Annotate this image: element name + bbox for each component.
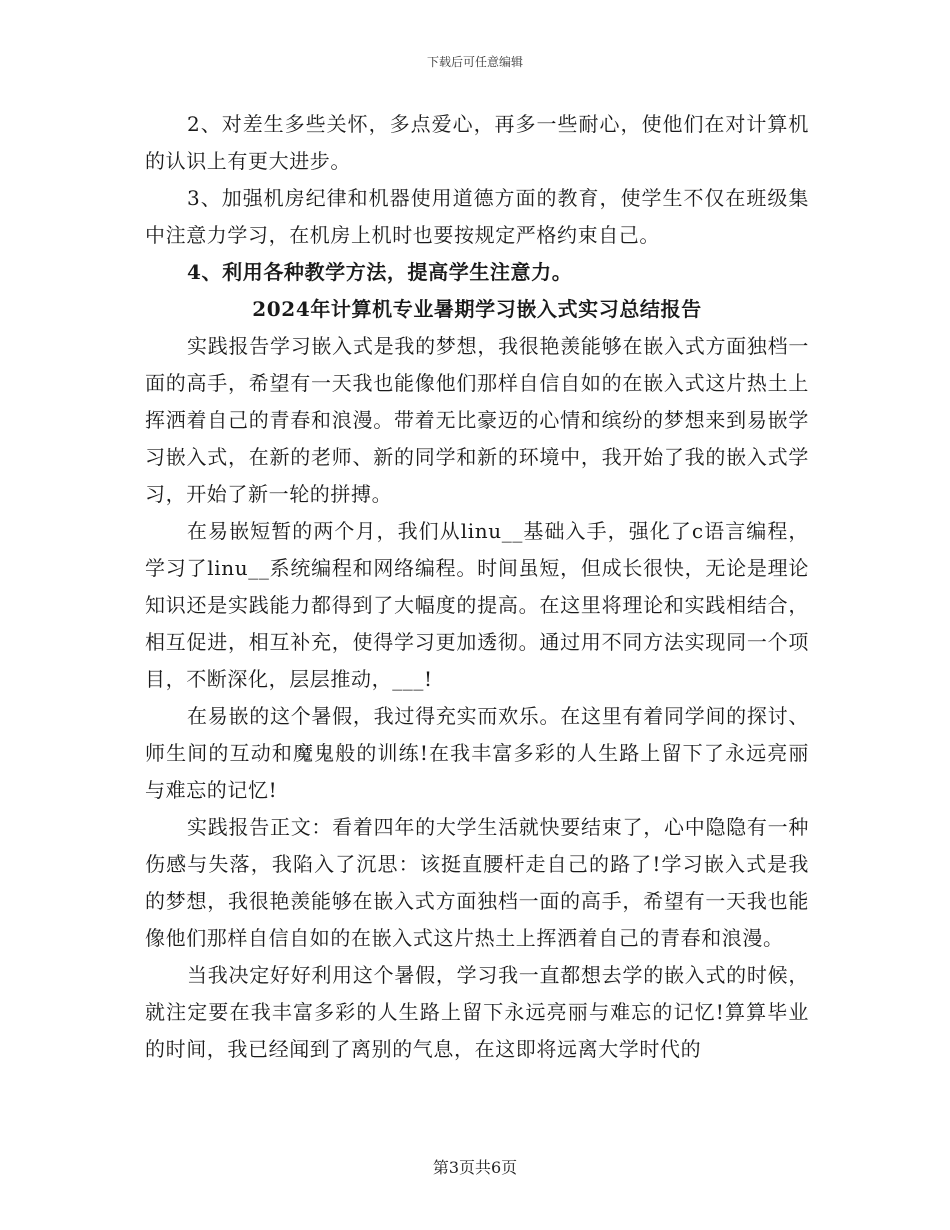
- document-body: [145, 106, 809, 1068]
- paragraph-item-4: 4、利用各种教学方法，提高学生注意力。: [187, 260, 573, 284]
- page-header: 下载后可任意编辑: [426, 55, 523, 69]
- paragraph-intro: 实践报告学习嵌入式是我的梦想，我很艳羡能够在嵌入式方面独档一面的高手，希望有一天我也能像他们那样自信自如的在嵌入式这片热土上挥洒着自己的青春和浪漫。带着无比豪迈的心情和缤纷的梦想来到易嵌学习嵌入式，在新的老师、新的同学和新的环境中，我开始了我的嵌入式学习，开始了新一轮的拼搏。: [145, 334, 809, 506]
- paragraph-learning: 在易嵌短暂的两个月，我们从linu__基础入手，强化了c语言编程，学习了linu__系统编程和网络编程。时间虽短，但成长很快，无论是理论知识还是实践能力都得到了大幅度的提高。在这里将理论和实践相结合，相互促进，相互补充，使得学习更加透彻。通过用不同方法实现同一个项目，不断深化，层层推动，___!: [145, 519, 809, 691]
- paragraph-main-text: 实践报告正文：看着四年的大学生活就快要结束了，心中隐隐有一种伤感与失落，我陷入了沉思：该挺直腰杆走自己的路了!学习嵌入式是我的梦想，我很艳羡能够在嵌入式方面独档一面的高手，希望有一天我也能像他们那样自信自如的在嵌入式这片热土上挥洒着自己的青春和浪漫。: [145, 815, 809, 950]
- paragraph-item-3: 3、加强机房纪律和机器使用道德方面的教育，使学生不仅在班级集中注意力学习，在机房上机时也要按规定严格约束自己。: [145, 186, 809, 247]
- paragraph-decision: 当我决定好好利用这个暑假，学习我一直都想去学的嵌入式的时候，就注定要在我丰富多彩的人生路上留下永远亮丽与难忘的记忆!算算毕业的时间，我已经闻到了离别的气息，在这即将远离大学时代的: [145, 963, 809, 1061]
- page-footer: 第3页共6页: [432, 1158, 518, 1177]
- paragraph-summer: 在易嵌的这个暑假，我过得充实而欢乐。在这里有着同学间的探讨、师生间的互动和魔鬼般的训练!在我丰富多彩的人生路上留下了永远亮丽与难忘的记忆!: [145, 704, 809, 802]
- paragraph-item-2: 2、对差生多些关怀，多点爱心，再多一些耐心，使他们在对计算机的认识上有更大进步。: [145, 112, 809, 173]
- report-title: 2024年计算机专业暑期学习嵌入式实习总结报告: [252, 297, 702, 321]
